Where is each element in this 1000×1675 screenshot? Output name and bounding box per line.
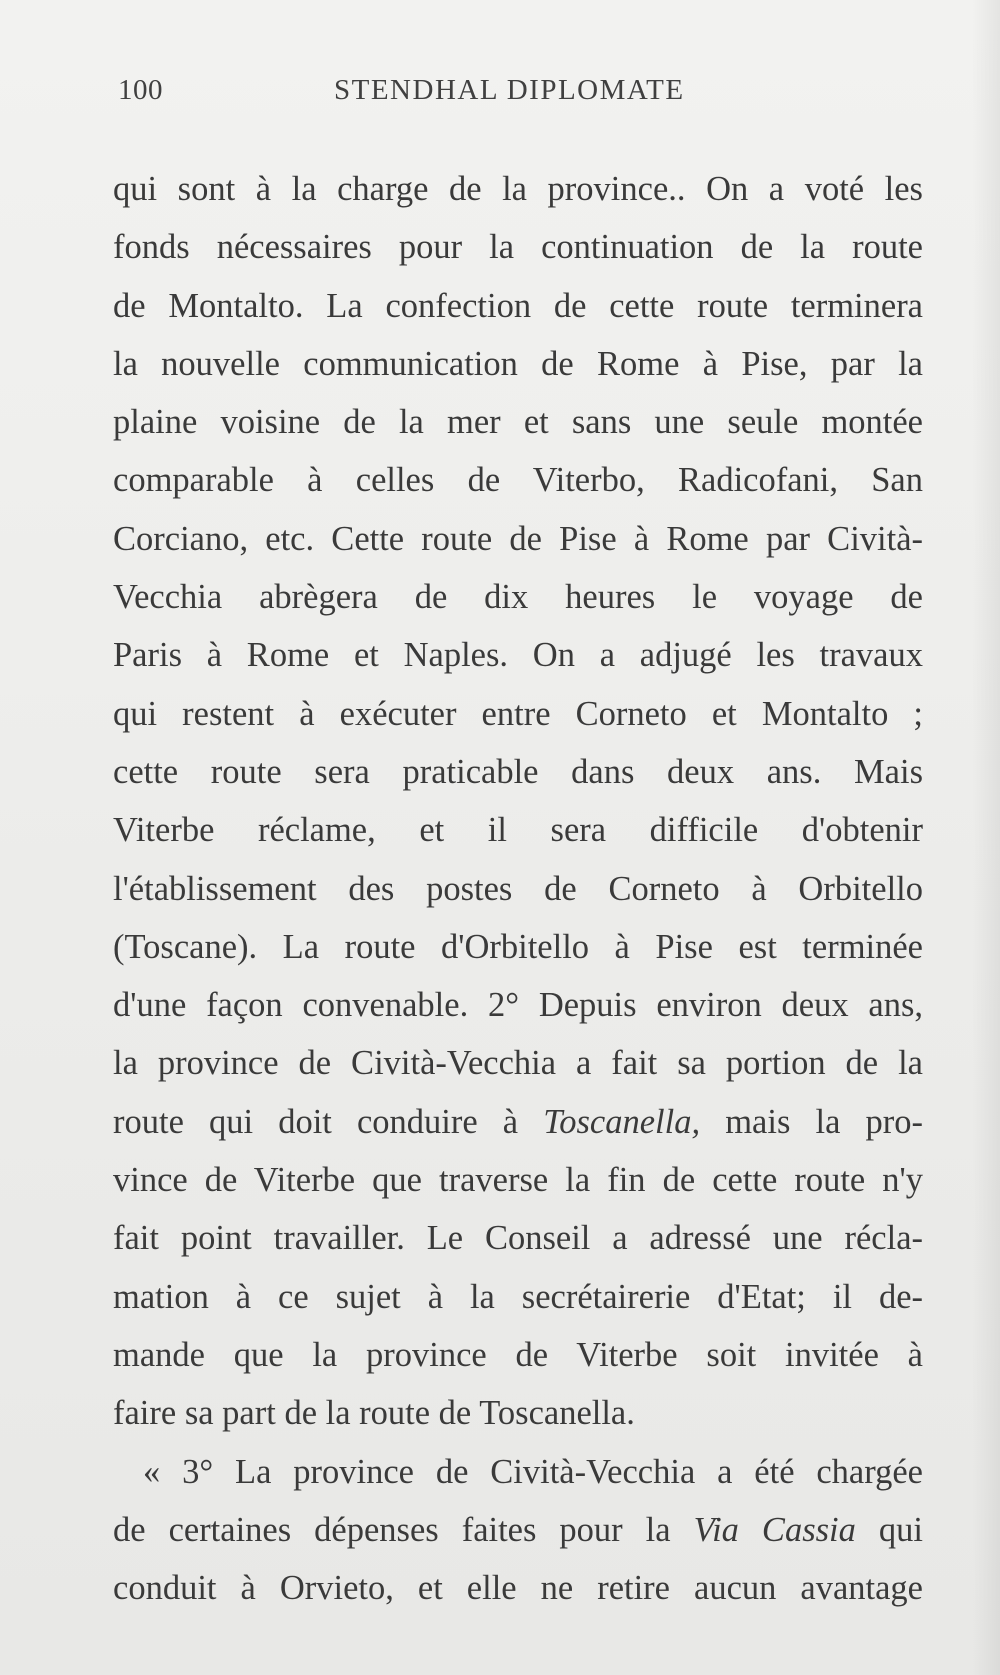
- text-line: (Toscane). La route d'Orbitello à Pise est terminée: [113, 927, 923, 966]
- body-text: [113, 160, 923, 1617]
- text-line: comparable à celles de Viterbo, Radicofani, San: [113, 461, 923, 500]
- text-line: mande que la province de Viterbe soit invitée à: [113, 1335, 923, 1374]
- text-line: conduit à Orvieto, et elle ne retire aucun avantage: [113, 1569, 923, 1608]
- text-line: fonds nécessaires pour la continuation de la route: [113, 228, 923, 267]
- text-line: Corciano, etc. Cette route de Pise à Rome par Cività-: [113, 519, 923, 558]
- text-line: d'une façon convenable. 2° Depuis environ deux ans,: [113, 986, 923, 1025]
- text-line: de Montalto. La confection de cette route terminera: [113, 286, 923, 325]
- text-line: mation à ce sujet à la secrétairerie d'Etat; il de-: [113, 1277, 923, 1316]
- text-line: cette route sera praticable dans deux ans. Mais: [113, 752, 923, 791]
- page-edge-shadow: [972, 0, 1000, 1675]
- text-line: plaine voisine de la mer et sans une seule montée: [113, 403, 923, 442]
- text-line: Paris à Rome et Naples. On a adjugé les travaux: [113, 636, 923, 675]
- text-segment: qui: [855, 1510, 923, 1549]
- text-line: la nouvelle communication de Rome à Pise, par la: [113, 344, 923, 383]
- text-line: [113, 1093, 923, 1151]
- paragraph-end-line: faire sa part de la route de Toscanella.: [113, 1394, 635, 1433]
- paragraph-start-line: « 3° La province de Cività-Vecchia a été chargée: [143, 1452, 923, 1491]
- italic-place-name: Toscanella,: [543, 1102, 701, 1141]
- text-line: l'établissement des postes de Corneto à Orbitello: [113, 869, 923, 908]
- text-line: Viterbe réclame, et il sera difficile d'obtenir: [113, 811, 923, 850]
- text-segment: route qui doit conduire à: [113, 1102, 544, 1141]
- text-line: Vecchia abrègera de dix heures le voyage de: [113, 578, 923, 617]
- italic-road-name: Via Cassia: [693, 1510, 856, 1549]
- text-segment: de certaines dépenses faites pour la: [113, 1510, 694, 1549]
- text-line: fait point travailler. Le Conseil a adressé une récla-: [113, 1219, 923, 1258]
- text-line: qui sont à la charge de la province.. On a voté les: [113, 170, 923, 208]
- running-head: [118, 74, 718, 114]
- text-line: vince de Viterbe que traverse la fin de cette route n'y: [113, 1161, 923, 1200]
- text-line: qui restent à exécuter entre Corneto et Montalto ;: [113, 694, 923, 733]
- text-segment: mais la pro-: [700, 1102, 923, 1141]
- page-number: 100: [118, 74, 163, 106]
- running-title: STENDHAL DIPLOMATE: [334, 74, 685, 106]
- text-line: la province de Cività-Vecchia a fait sa portion de la: [113, 1044, 923, 1083]
- text-line: [113, 1501, 923, 1559]
